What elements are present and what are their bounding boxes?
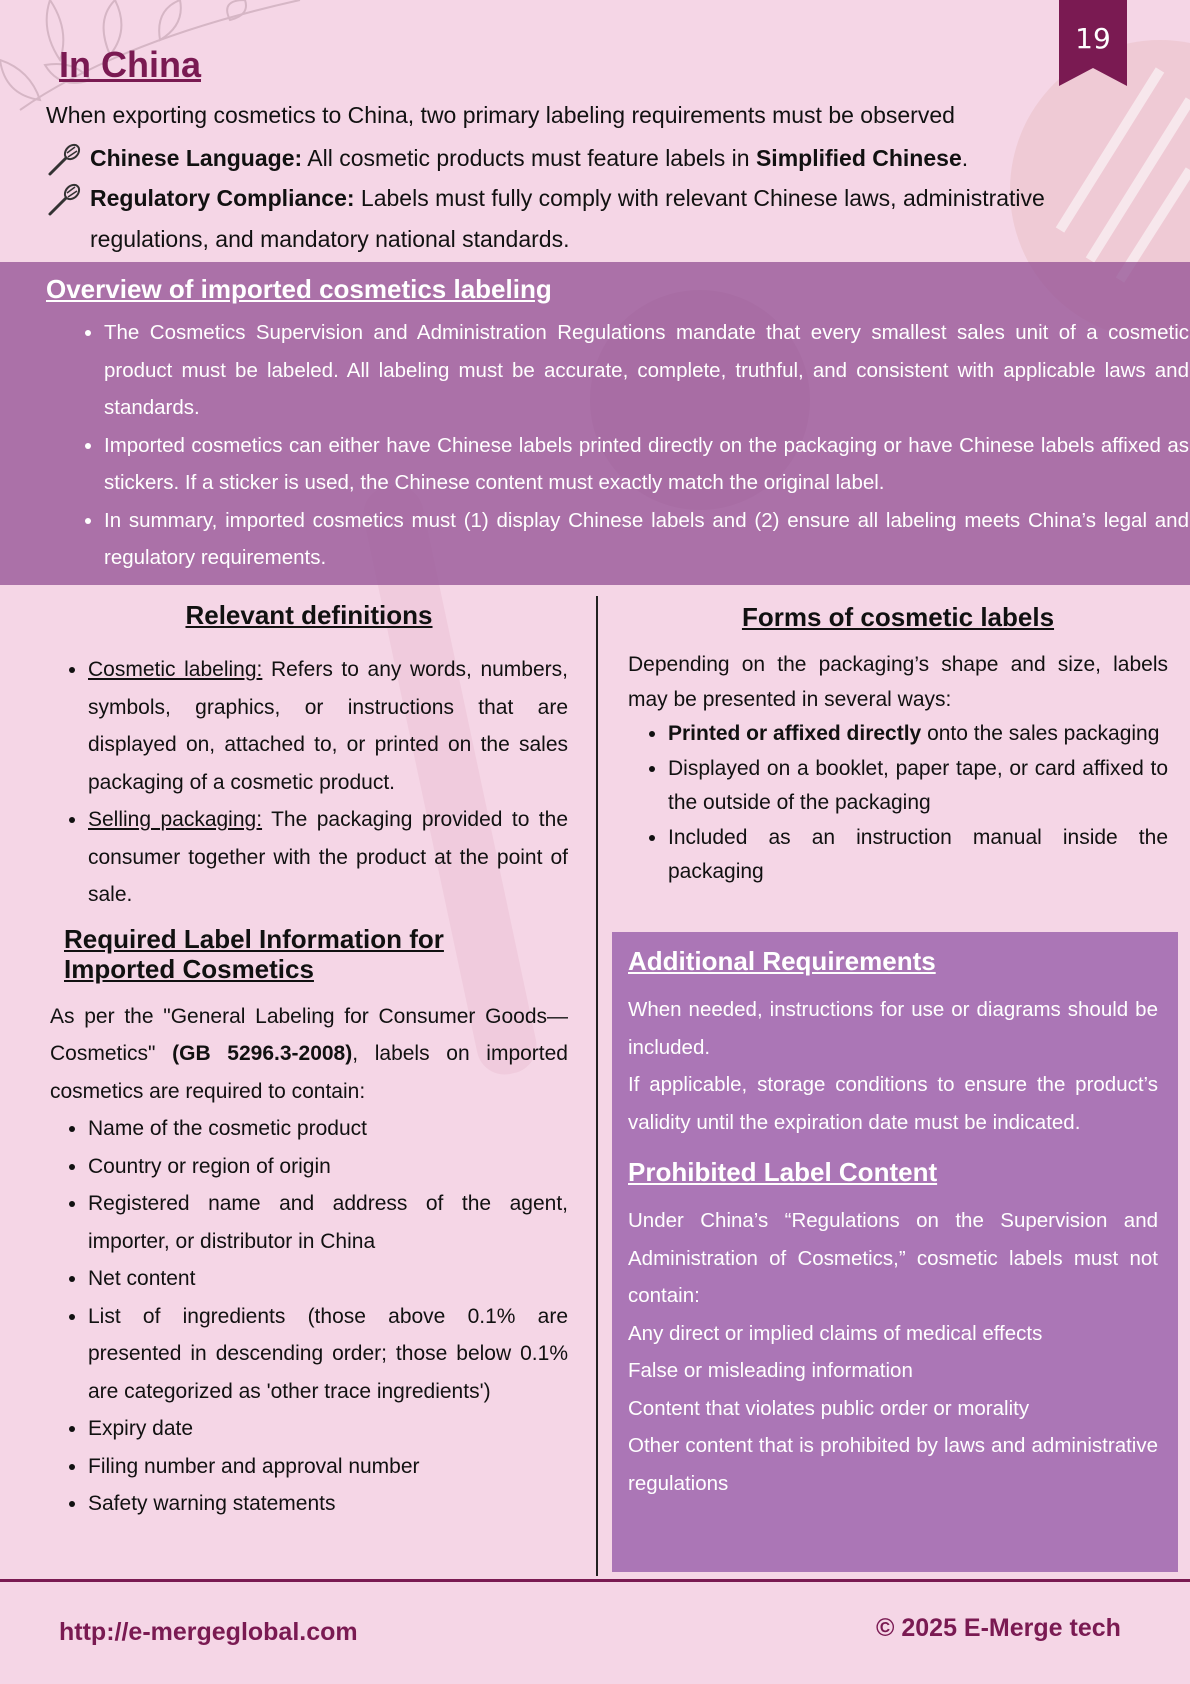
prohibited-item: Any direct or implied claims of medical effects (628, 1321, 1043, 1345)
list-item: • Printed or affixed directly onto the sales packaging (668, 717, 1168, 752)
prohibited-content-title: Prohibited Label Content (628, 1157, 938, 1187)
right-column (628, 600, 1168, 890)
additional-paragraph: When needed, instructions for use or diagrams should be included. (628, 998, 1158, 1059)
definitions-list (50, 651, 568, 914)
list-item: • In summary, imported cosmetics must (1) display Chinese labels and (2) ensure all labeling meets China’s legal and regulatory requirements. (104, 502, 1189, 577)
makeup-brush-icon (46, 182, 82, 218)
prohibited-item: Other content that is prohibited by laws and administrative regulations (628, 1434, 1158, 1495)
prohibited-item: False or misleading information (628, 1359, 913, 1382)
forms-list (628, 717, 1168, 890)
overview-title: Overview of imported cosmetics labeling (46, 274, 552, 304)
list-item: • Expiry date (88, 1410, 568, 1448)
overview-list (58, 314, 1189, 577)
left-column (50, 600, 568, 1523)
forms-title: Forms of cosmetic labels (741, 602, 1055, 632)
prohibited-intro: Under China’s “Regulations on the Supervision and Administration of Cosmetics,” cosmetic labels must not contain: (628, 1209, 1158, 1307)
list-item: • Name of the cosmetic product (88, 1110, 568, 1148)
list-item: • The Cosmetics Supervision and Administration Regulations mandate that every smallest sales unit of a cosmetic product must be labeled. All labeling must be accurate, complete, truthful, and consistent with applicable laws and standards. (104, 314, 1189, 427)
list-item: • Imported cosmetics can either have Chinese labels printed directly on the packaging or have Chinese labels affixed as stickers. If a sticker is used, the Chinese content must exactly match the original label. (104, 427, 1189, 502)
additional-requirements-panel (612, 932, 1178, 1572)
list-item: • Selling packaging: The packaging provided to the consumer together with the product at the point of sale. (88, 801, 568, 914)
footer-website-link[interactable]: http://e-mergeglobal.com (59, 1618, 358, 1646)
list-item: • Safety warning statements (88, 1485, 568, 1523)
list-item: • Displayed on a booklet, paper tape, or card affixed to the outside of the packaging (668, 752, 1168, 821)
overview-panel (0, 262, 1190, 585)
china-intro: When exporting cosmetics to China, two primary labeling requirements must be observed (46, 102, 955, 128)
list-item: • Cosmetic labeling: Refers to any words, numbers, symbols, graphics, or instructions that are displayed on, attached to, or printed on the sales packaging of a cosmetic product. (88, 651, 568, 801)
list-item: • Included as an instruction manual inside the packaging (668, 821, 1168, 890)
required-info-intro: As per the "General Labeling for Consumer Goods—Cosmetics" (GB 5296.3-2008), labels on imported cosmetics are required to contain: (50, 1004, 568, 1103)
list-item: • Filing number and approval number (88, 1448, 568, 1486)
list-item: • List of ingredients (those above 0.1% are presented in descending order; those below 0.1% are categorized as 'other trace ingredients') (88, 1298, 568, 1411)
makeup-brush-icon (46, 142, 82, 178)
list-item: • Country or region of origin (88, 1148, 568, 1186)
definitions-title: Relevant definitions (185, 600, 433, 630)
required-info-title: Required Label Information for Imported Cosmetics (64, 923, 444, 984)
additional-paragraph: If applicable, storage conditions to ensure the product’s validity until the expiration date must be indicated. (628, 1073, 1158, 1134)
footer-divider (0, 1579, 1190, 1582)
page-number: 19 (1075, 22, 1111, 55)
list-item: • Registered name and address of the agent, importer, or distributor in China (88, 1185, 568, 1260)
required-info-list (50, 1110, 568, 1523)
list-item: • Net content (88, 1260, 568, 1298)
section-title-china: In China (59, 44, 201, 85)
forms-intro: Depending on the packaging’s shape and size, labels may be presented in several ways: (628, 653, 1168, 711)
prohibited-item: Content that violates public order or morality (628, 1396, 1030, 1420)
footer-copyright: © 2025 E-Merge tech (876, 1614, 1121, 1642)
additional-requirements-title: Additional Requirements (628, 946, 936, 976)
requirement-regulatory-compliance: Regulatory Compliance: Labels must fully comply with relevant Chinese laws, administrative regulations, and mandatory national standards. (46, 178, 1130, 260)
requirement-chinese-language: Chinese Language: All cosmetic products must feature labels in Simplified Chinese. (46, 138, 1130, 179)
column-divider (596, 596, 598, 1576)
